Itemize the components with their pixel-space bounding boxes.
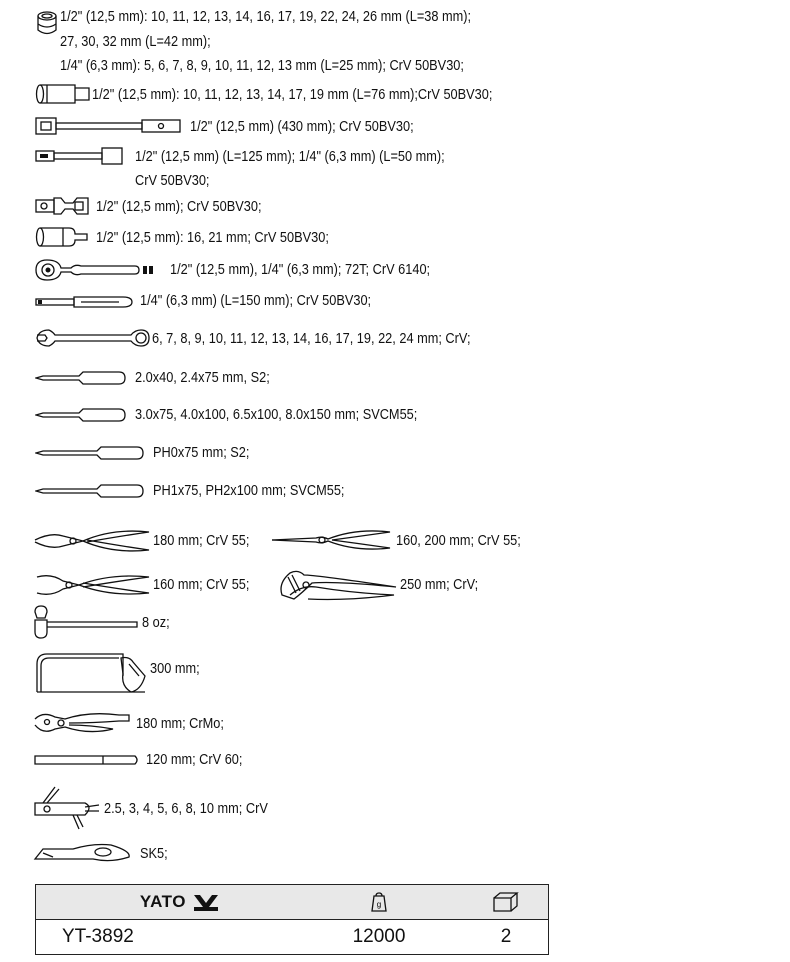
hex-keys-text: 2.5, 3, 4, 5, 6, 8, 10 mm; CrV <box>104 801 268 817</box>
weight-header <box>294 885 464 920</box>
diagonal-pliers-text: 160 mm; CrV 55; <box>153 577 250 593</box>
breaker-bar-text: 1/2" (12,5 mm) (430 mm); CrV 50BV30; <box>190 119 414 135</box>
locking-pliers-icon <box>33 709 131 737</box>
model-number: YT-3892 <box>36 920 295 955</box>
knife-text: SK5; <box>140 846 168 862</box>
long-nose-pliers-icon <box>270 524 394 556</box>
hex-key-set-icon <box>33 785 101 831</box>
universal-joint-icon <box>35 195 91 217</box>
sockets-line-3: 1/4" (6,3 mm): 5, 6, 7, 8, 9, 10, 11, 12, 13 mm (L=25 mm); CrV 50BV30; <box>60 58 464 74</box>
chisel-text: 120 mm; CrV 60; <box>146 752 243 768</box>
extension-bars-line-2: CrV 50BV30; <box>135 173 210 189</box>
screwdrivers-small-text: 2.0x40, 2.4x75 mm, S2; <box>135 370 270 386</box>
hacksaw-text: 300 mm; <box>150 661 200 677</box>
spec-table-header <box>36 885 549 920</box>
sockets-line-2: 27, 30, 32 mm (L=42 mm); <box>60 34 211 50</box>
extension-bars-line-1: 1/2" (12,5 mm) (L=125 mm); 1/4" (6,3 mm) (L=50 mm); <box>135 149 445 165</box>
spinner-handle-text: 1/4" (6,3 mm) (L=150 mm); CrV 50BV30; <box>140 293 372 309</box>
water-pump-pliers-icon <box>276 565 398 603</box>
quantity-header <box>464 885 549 920</box>
box-icon <box>493 892 519 912</box>
locking-pliers-text: 180 mm; CrMo; <box>136 716 224 732</box>
long-nose-pliers-text: 160, 200 mm; CrV 55; <box>396 533 521 549</box>
screwdriver-icon <box>35 368 127 388</box>
universal-joint-text: 1/2" (12,5 mm); CrV 50BV30; <box>96 199 262 215</box>
phillips-large-text: PH1x75, PH2x100 mm; SVCM55; <box>153 483 345 499</box>
sockets-line-1: 1/2" (12,5 mm): 10, 11, 12, 13, 14, 16, 17, 19, 22, 24, 26 mm (L=38 mm); <box>60 9 472 25</box>
quantity-value: 2 <box>464 920 549 955</box>
screwdrivers-large-text: 3.0x75, 4.0x100, 6.5x100, 8.0x150 mm; SVCM55; <box>135 407 418 423</box>
svg-text:g: g <box>376 900 382 909</box>
combination-pliers-icon <box>33 524 151 558</box>
spec-table <box>35 884 549 955</box>
extension-bar-icon <box>35 145 125 167</box>
combination-wrenches-text: 6, 7, 8, 9, 10, 11, 12, 13, 14, 16, 17, 19, 22, 24 mm; CrV; <box>152 331 471 347</box>
brand-logo <box>36 885 295 920</box>
spark-plug-sockets-text: 1/2" (12,5 mm): 16, 21 mm; CrV 50BV30; <box>96 230 329 246</box>
socket-icon <box>35 10 59 40</box>
hammer-text: 8 oz; <box>142 615 170 631</box>
brand-name: YATO <box>139 892 186 911</box>
deep-socket-icon <box>35 83 91 105</box>
brand-mark-icon <box>194 895 218 911</box>
spec-table-values <box>36 920 549 955</box>
hacksaw-icon <box>33 650 147 694</box>
knife-icon <box>33 841 133 865</box>
spinner-handle-icon <box>35 292 135 312</box>
diagonal-pliers-icon <box>33 569 151 601</box>
weight-icon <box>371 892 387 912</box>
ratchet-icon <box>35 258 159 282</box>
screwdriver-icon <box>35 481 145 501</box>
water-pump-pliers-text: 250 mm; CrV; <box>400 577 479 593</box>
hammer-icon <box>33 604 141 640</box>
weight-value: 12000 <box>294 920 464 955</box>
screwdriver-icon <box>35 405 127 425</box>
phillips-small-text: PH0x75 mm; S2; <box>153 445 250 461</box>
deep-sockets-text: 1/2" (12,5 mm): 10, 11, 12, 13, 14, 17, 19 mm (L=76 mm);CrV 50BV30; <box>92 87 493 103</box>
t-bar-icon <box>35 115 181 137</box>
chisel-icon <box>33 750 141 770</box>
screwdriver-icon <box>35 443 145 463</box>
spark-plug-socket-icon <box>35 226 89 248</box>
combination-wrench-icon <box>35 326 151 350</box>
ratchets-text: 1/2" (12,5 mm), 1/4" (6,3 mm); 72T; CrV 6140; <box>170 262 431 278</box>
combination-pliers-text: 180 mm; CrV 55; <box>153 533 250 549</box>
